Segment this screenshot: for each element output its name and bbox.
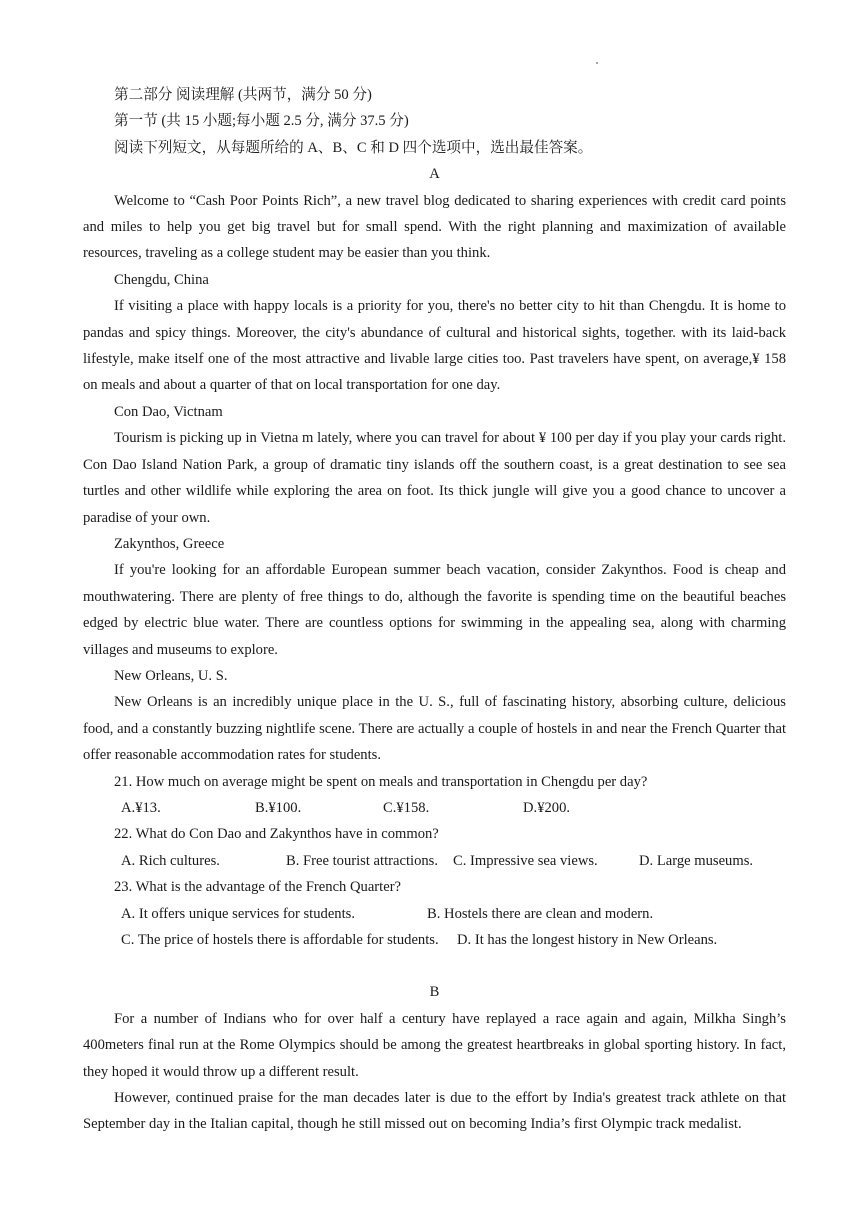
place-paragraph: If you're looking for an affordable European summer beach vacation, consider Zakynthos. Food is cheap and mouthwatering. There are plenty of free things to do, although the favorite is spending time on the beautiful beaches edged by electric blue water. There are countless options for swimming in the appealing sea, along with charming villages and museums to explore. xyxy=(83,562,786,658)
passage-a-intro: Welcome to “Cash Poor Points Rich”, a new travel blog dedicated to sharing experiences with credit card points and miles to help you get big travel but for small spend. With the right planning and maximization of available resources, traveling as a college student may be easier than you think. xyxy=(83,192,786,262)
place-title: New Orleans, U. S. xyxy=(114,667,228,684)
option-a[interactable]: A.¥13. xyxy=(121,799,161,816)
passage-a-label: A xyxy=(429,166,440,183)
place-paragraph: Tourism is picking up in Vietna m lately, where you can travel for about ¥ 100 per day if you play your cards right. Con Dao Island Nation Park, a group of dramatic tiny islands off the southern coast, is a great destination to see sea turtles and other wildlife while exploring the area on foot. Its thick jungle will give you a good chance to uncover a paradise of your own. xyxy=(83,430,786,526)
option-d[interactable]: D. It has the longest history in New Orleans. xyxy=(457,932,718,948)
option-b[interactable]: B.¥100. xyxy=(255,799,302,816)
question-options xyxy=(83,848,786,874)
part-heading: 第二部分 阅读理解 (共两节，满分 50 分) xyxy=(114,87,372,103)
question-stem: 22. What do Con Dao and Zakynthos have in common? xyxy=(114,826,439,843)
exam-page xyxy=(83,82,786,1138)
place-title: Chengdu, China xyxy=(114,271,209,288)
place-title: Con Dao, Victnam xyxy=(114,403,223,420)
option-a[interactable]: A. It offers unique services for students. xyxy=(121,905,355,922)
passage-b-label: B xyxy=(429,984,440,1001)
option-c[interactable]: C. Impressive sea views. xyxy=(453,852,598,869)
instruction-text: 阅读下列短文，从每题所给的 A、B、C 和 D 四个选项中，选出最佳答案。 xyxy=(114,139,593,156)
option-a[interactable]: A. Rich cultures. xyxy=(121,852,220,869)
scan-speck xyxy=(596,62,598,64)
place-title: Zakynthos, Greece xyxy=(114,535,225,552)
passage-b-paragraph: However, continued praise for the man decades later is due to the effort by India's greatest track athlete on that September day in the Italian capital, though he still missed out on becoming India’s first Olympic track medalist. xyxy=(83,1090,786,1133)
option-c[interactable]: C.¥158. xyxy=(383,799,430,816)
question-stem: 21. How much on average might be spent on meals and transportation in Chengdu per day? xyxy=(114,773,648,790)
question-stem: 23. What is the advantage of the French Quarter? xyxy=(114,879,402,896)
section-heading: 第一节 (共 15 小题;每小题 2.5 分, 满分 37.5 分) xyxy=(114,113,409,130)
passage-b-paragraph: For a number of Indians who for over half a century have replayed a race again and again, Milkha Singh’s 400meters final run at the Rome Olympics should be among the greatest heartbreaks in global sporting history. In fact, they hoped it would throw up a different result. xyxy=(83,1010,786,1080)
option-b[interactable]: B. Free tourist attractions. xyxy=(286,852,438,869)
question-options xyxy=(83,927,786,953)
question-options xyxy=(83,901,786,927)
section-spacer xyxy=(83,953,786,979)
option-d[interactable]: D.¥200. xyxy=(523,799,571,816)
option-d[interactable]: D. Large museums. xyxy=(639,852,754,869)
place-paragraph: If visiting a place with happy locals is a priority for you, there's no better city to hit than Chengdu. It is home to pandas and spicy things. Moreover, the city's abundance of cultural and historical sights, together. with its laid-back lifestyle, make itself one of the most attractive and livable large cities too. Past travelers have spent, on average,¥ 158 on meals and about a quarter of that on local transportation for one day. xyxy=(83,298,786,394)
place-paragraph: New Orleans is an incredibly unique place in the U. S., full of fascinating history, absorbing culture, delicious food, and a constantly buzzing nightlife scene. There are actually a couple of hostels in and near the French Quarter that offer reasonable accommodation rates for students. xyxy=(83,694,786,764)
option-b[interactable]: B. Hostels there are clean and modern. xyxy=(427,905,654,922)
question-options xyxy=(83,795,786,821)
option-c[interactable]: C. The price of hostels there is affordable for students. xyxy=(121,932,439,948)
